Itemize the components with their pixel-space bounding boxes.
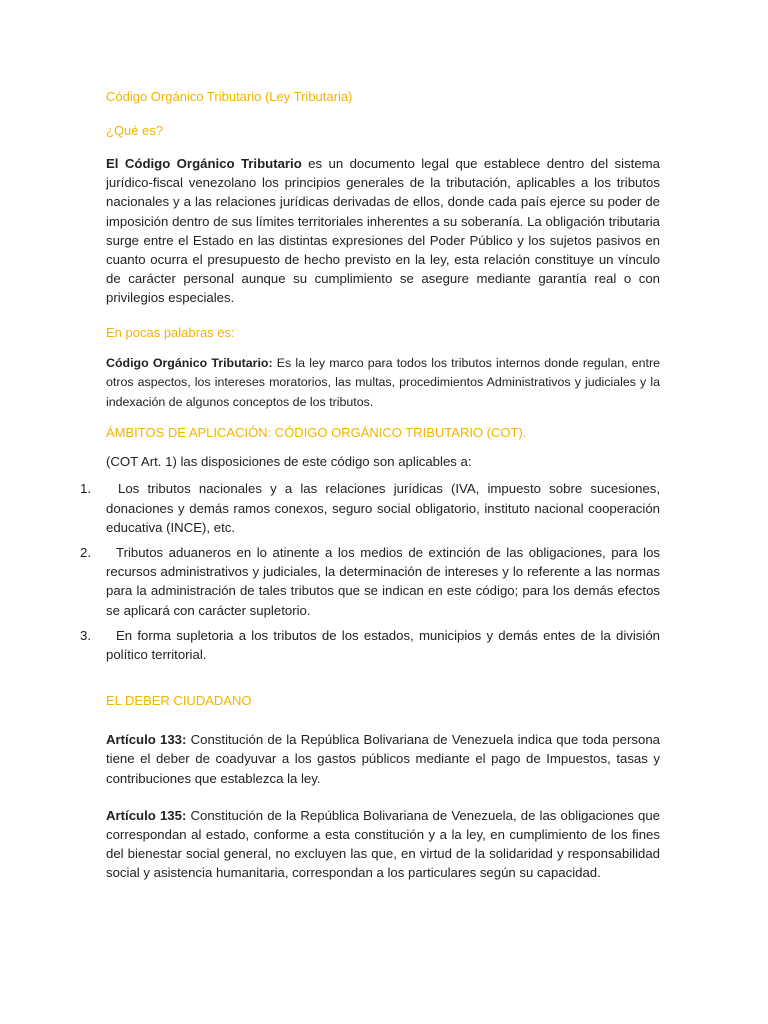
article-133-text: Constitución de la República Bolivariana de Venezuela indica que toda persona tiene el deber de coadyuvar a los gastos públicos mediante el pago de Impuestos, tasas y contribuciones que establezca la ley. (106, 732, 660, 786)
list-item-number: 1. (80, 481, 91, 497)
article-133 (106, 730, 660, 788)
list-item (80, 626, 660, 664)
list-item-number: 2. (80, 544, 91, 560)
article-135-label: Artículo 135: (106, 807, 187, 823)
summary-bold-term: Código Orgánico Tributario: (106, 355, 273, 370)
ambitos-intro: (COT Art. 1) las disposiciones de este código son aplicables a: (106, 454, 472, 470)
intro-bold-term: El Código Orgánico Tributario (106, 156, 302, 171)
summary-paragraph (106, 354, 660, 413)
application-list (80, 479, 660, 664)
ambitos-heading: ÁMBITOS DE APLICACIÓN: CÓDIGO ORGÁNICO TRIBUTARIO (COT). (106, 425, 527, 441)
article-133-label: Artículo 133: (106, 732, 187, 748)
list-item-number: 3. (80, 627, 91, 643)
article-135-text: Constitución de la República Bolivariana de Venezuela, de las obligaciones que correspondan al estado, conforme a esta constitución y a la ley, en cumplimiento de los fines del bienestar social general, no excluyen las que, en virtud de la solidaridad y responsabilidad social y asistencia humanitaria, correspondan a los particulares según su capacidad. (106, 807, 660, 881)
list-item-text: Tributos aduaneros en lo atinente a los medios de extinción de las obligaciones, para los recursos administrativos y judiciales, la determinación de intereses y lo referente a las normas para la administración de tales tributos que se indican en este código; para los demás efectos se aplicará con carácter supletorio. (106, 544, 660, 618)
document-page (80, 88, 660, 1008)
article-135 (106, 806, 660, 883)
list-item-text: Los tributos nacionales y a las relaciones jurídicas (IVA, impuesto sobre sucesiones, donaciones y demás ramos conexos, seguro social obligatorio, instituto nacional cooperación educativa (INCE), etc. (106, 481, 660, 535)
summary-heading: En pocas palabras es: (106, 324, 235, 340)
intro-text: es un documento legal que establece dentro del sistema jurídico-fiscal venezolano los principios generales de la tributación, aplicables a los tributos nacionales y a las relaciones jurídicas derivadas de ellos, donde cada país ejerce su poder de imposición dentro de sus límites territoriales inherentes a su soberanía. La obligación tributaria surge entre el Estado en las distintas expresiones del Poder Público y los sujetos pasivos en cuanto ocurra el presupuesto de hecho previsto en la ley, esta relación constituye un vínculo de carácter personal aunque su cumplimiento se asegure mediante garantía real o con privilegios especiales. (106, 156, 660, 306)
summary-text: Es la ley marco para todos los tributos internos donde regulan, entre otros aspectos, los intereses moratorios, las multas, procedimientos Administrativos y judiciales y la indexación de algunos conceptos de los tributos. (106, 355, 660, 409)
list-item (80, 543, 660, 620)
document-title: Código Orgánico Tributario (Ley Tributaria) (106, 89, 353, 104)
list-item (80, 479, 660, 537)
list-item-text: En forma supletoria a los tributos de los estados, municipios y demás entes de la división político territorial. (106, 627, 660, 662)
intro-paragraph (106, 154, 660, 308)
deber-heading: EL DEBER CIUDADANO (106, 693, 252, 709)
what-is-heading: ¿Qué es? (106, 123, 164, 138)
